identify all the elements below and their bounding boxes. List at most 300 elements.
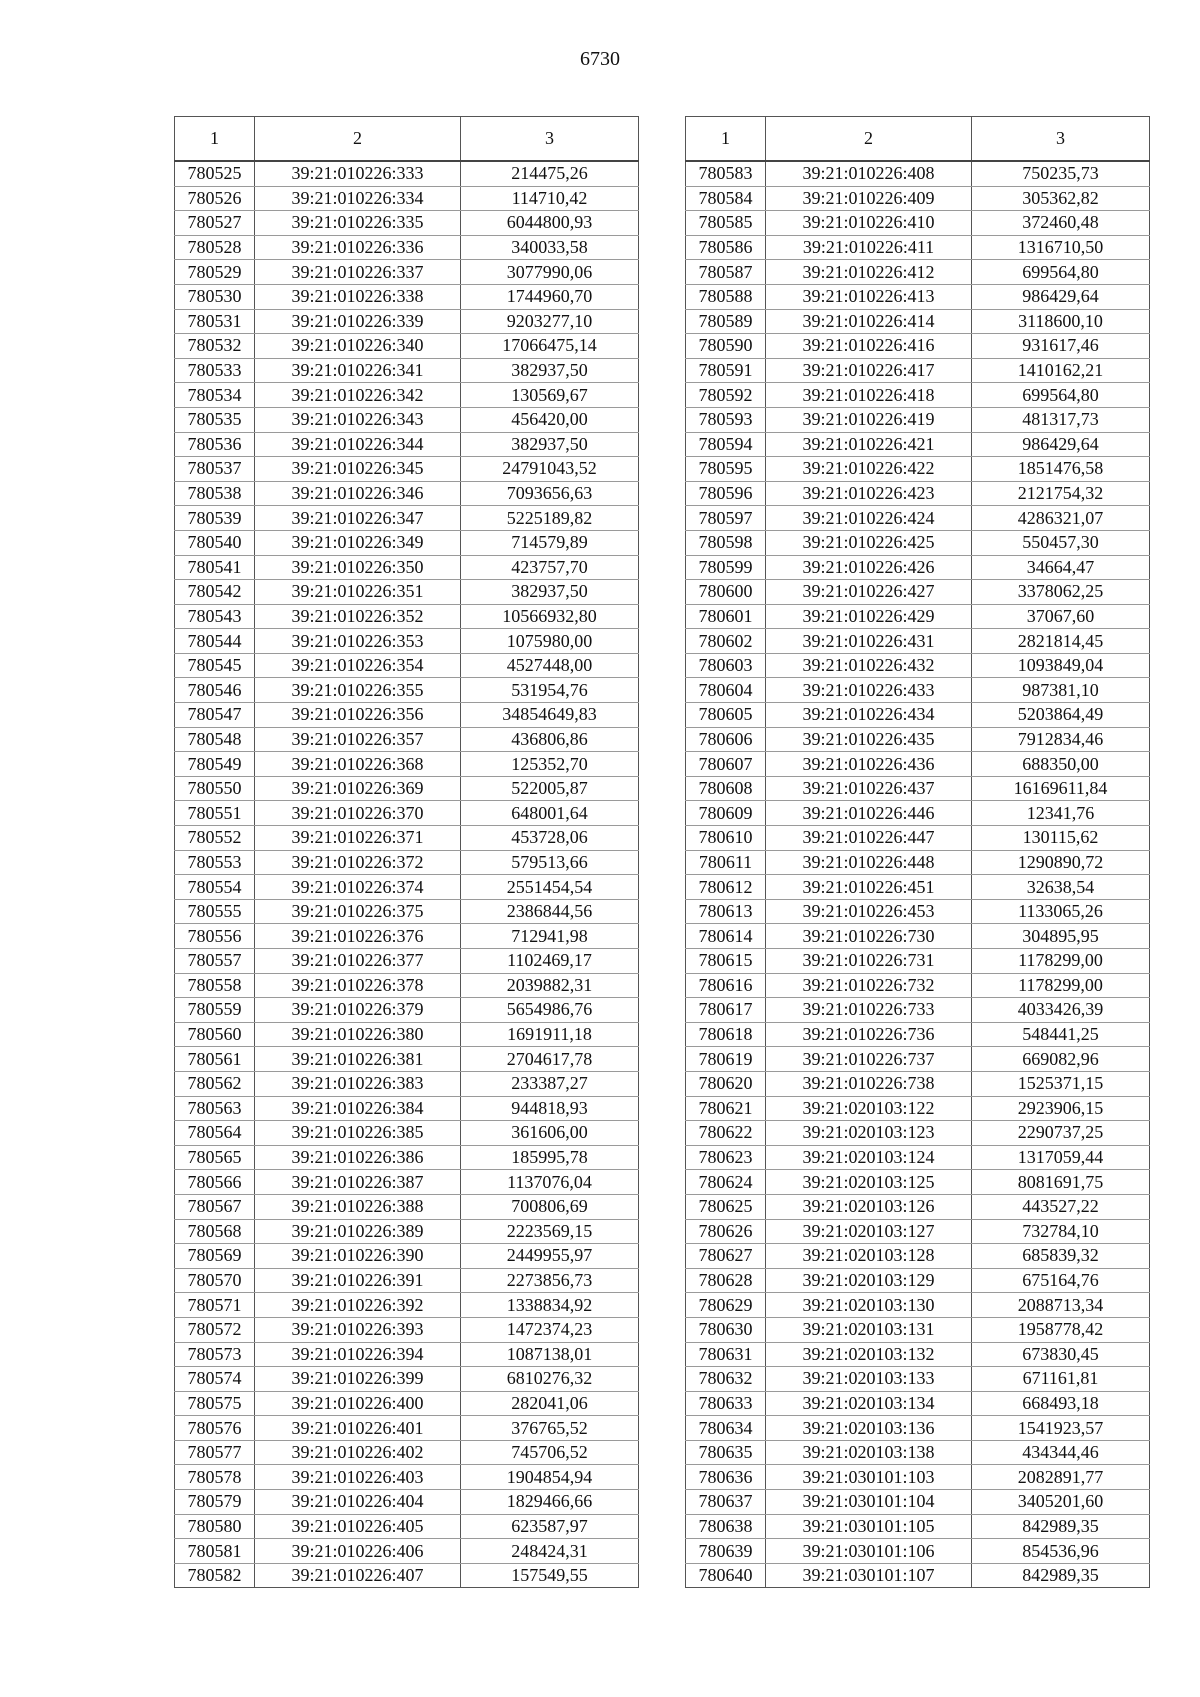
table-row: [686, 973, 1150, 998]
value-cell: 699564,80: [972, 383, 1150, 408]
cadastral-id-cell: 39:21:010226:351: [255, 580, 461, 605]
row-number-cell: 780577: [175, 1440, 255, 1465]
row-number-cell: 780615: [686, 949, 766, 974]
cadastral-id-cell: 39:21:010226:407: [255, 1563, 461, 1588]
row-number-cell: 780582: [175, 1563, 255, 1588]
value-cell: 745706,52: [461, 1440, 639, 1465]
row-number-cell: 780620: [686, 1071, 766, 1096]
row-number-cell: 780562: [175, 1071, 255, 1096]
table-row: [175, 1194, 639, 1219]
row-number-cell: 780569: [175, 1244, 255, 1269]
cadastral-id-cell: 39:21:010226:372: [255, 850, 461, 875]
value-cell: 34854649,83: [461, 703, 639, 728]
row-number-cell: 780633: [686, 1391, 766, 1416]
cadastral-id-cell: 39:21:010226:414: [766, 309, 972, 334]
table-row: [175, 358, 639, 383]
cadastral-id-cell: 39:21:010226:340: [255, 334, 461, 359]
row-number-cell: 780584: [686, 186, 766, 211]
value-cell: 1133065,26: [972, 899, 1150, 924]
value-cell: 550457,30: [972, 530, 1150, 555]
value-cell: 340033,58: [461, 235, 639, 260]
table-row: [175, 1096, 639, 1121]
table-row: [175, 506, 639, 531]
table-row: [686, 1293, 1150, 1318]
cadastral-id-cell: 39:21:010226:434: [766, 703, 972, 728]
table-row: [175, 309, 639, 334]
row-number-cell: 780572: [175, 1317, 255, 1342]
table-row: [175, 727, 639, 752]
cadastral-id-cell: 39:21:020103:133: [766, 1367, 972, 1392]
cadastral-id-cell: 39:21:010226:394: [255, 1342, 461, 1367]
cadastral-id-cell: 39:21:010226:383: [255, 1071, 461, 1096]
cadastral-id-cell: 39:21:010226:357: [255, 727, 461, 752]
cadastral-id-cell: 39:21:010226:400: [255, 1391, 461, 1416]
cadastral-id-cell: 39:21:010226:369: [255, 776, 461, 801]
cadastral-id-cell: 39:21:020103:128: [766, 1244, 972, 1269]
row-number-cell: 780526: [175, 186, 255, 211]
row-number-cell: 780537: [175, 457, 255, 482]
table-body: [175, 161, 639, 1588]
value-cell: 456420,00: [461, 407, 639, 432]
value-cell: 434344,46: [972, 1440, 1150, 1465]
cadastral-id-cell: 39:21:010226:736: [766, 1022, 972, 1047]
table-row: [686, 506, 1150, 531]
value-cell: 372460,48: [972, 211, 1150, 236]
value-cell: 1410162,21: [972, 358, 1150, 383]
column-header-cadastral-id: 2: [766, 117, 972, 162]
cadastral-id-cell: 39:21:010226:432: [766, 653, 972, 678]
row-number-cell: 780640: [686, 1563, 766, 1588]
table-row: [175, 1416, 639, 1441]
row-number-cell: 780614: [686, 924, 766, 949]
table-row: [175, 1219, 639, 1244]
table-row: [686, 260, 1150, 285]
cadastral-id-cell: 39:21:010226:350: [255, 555, 461, 580]
row-number-cell: 780539: [175, 506, 255, 531]
value-cell: 443527,22: [972, 1194, 1150, 1219]
table-row: [686, 555, 1150, 580]
row-number-cell: 780612: [686, 875, 766, 900]
value-cell: 3378062,25: [972, 580, 1150, 605]
value-cell: 304895,95: [972, 924, 1150, 949]
cadastral-id-cell: 39:21:010226:377: [255, 949, 461, 974]
cadastral-id-cell: 39:21:010226:387: [255, 1170, 461, 1195]
table-row: [686, 432, 1150, 457]
value-cell: 4286321,07: [972, 506, 1150, 531]
table-row: [686, 604, 1150, 629]
table-row: [686, 1170, 1150, 1195]
value-cell: 248424,31: [461, 1539, 639, 1564]
table-row: [175, 1317, 639, 1342]
value-cell: 1472374,23: [461, 1317, 639, 1342]
value-cell: 750235,73: [972, 161, 1150, 186]
value-cell: 2039882,31: [461, 973, 639, 998]
cadastral-id-cell: 39:21:010226:413: [766, 284, 972, 309]
value-cell: 5203864,49: [972, 703, 1150, 728]
value-cell: 732784,10: [972, 1219, 1150, 1244]
row-number-cell: 780590: [686, 334, 766, 359]
value-cell: 233387,27: [461, 1071, 639, 1096]
table-row: [175, 555, 639, 580]
value-cell: 6810276,32: [461, 1367, 639, 1392]
cadastral-id-cell: 39:21:010226:337: [255, 260, 461, 285]
table-row: [686, 801, 1150, 826]
table-row: [175, 211, 639, 236]
row-number-cell: 780543: [175, 604, 255, 629]
row-number-cell: 780550: [175, 776, 255, 801]
cadastral-id-cell: 39:21:010226:429: [766, 604, 972, 629]
row-number-cell: 780554: [175, 875, 255, 900]
row-number-cell: 780530: [175, 284, 255, 309]
cadastral-id-cell: 39:21:010226:426: [766, 555, 972, 580]
cadastral-id-cell: 39:21:010226:342: [255, 383, 461, 408]
row-number-cell: 780566: [175, 1170, 255, 1195]
value-cell: 1178299,00: [972, 973, 1150, 998]
row-number-cell: 780546: [175, 678, 255, 703]
row-number-cell: 780629: [686, 1293, 766, 1318]
cadastral-id-cell: 39:21:010226:731: [766, 949, 972, 974]
row-number-cell: 780567: [175, 1194, 255, 1219]
cadastral-id-cell: 39:21:010226:419: [766, 407, 972, 432]
table-row: [686, 998, 1150, 1023]
table-row: [175, 1293, 639, 1318]
value-cell: 1958778,42: [972, 1317, 1150, 1342]
cadastral-id-cell: 39:21:020103:127: [766, 1219, 972, 1244]
cadastral-id-cell: 39:21:020103:131: [766, 1317, 972, 1342]
row-number-cell: 780619: [686, 1047, 766, 1072]
row-number-cell: 780595: [686, 457, 766, 482]
cadastral-id-cell: 39:21:010226:425: [766, 530, 972, 555]
cadastral-id-cell: 39:21:010226:431: [766, 629, 972, 654]
cadastral-id-cell: 39:21:010226:737: [766, 1047, 972, 1072]
table-row: [686, 1145, 1150, 1170]
table-row: [686, 235, 1150, 260]
row-number-cell: 780607: [686, 752, 766, 777]
table-row: [686, 1440, 1150, 1465]
row-number-cell: 780564: [175, 1121, 255, 1146]
value-cell: 688350,00: [972, 752, 1150, 777]
row-number-cell: 780635: [686, 1440, 766, 1465]
row-number-cell: 780625: [686, 1194, 766, 1219]
row-number-cell: 780638: [686, 1514, 766, 1539]
cadastral-id-cell: 39:21:010226:356: [255, 703, 461, 728]
cadastral-id-cell: 39:21:010226:388: [255, 1194, 461, 1219]
value-cell: 944818,93: [461, 1096, 639, 1121]
table-row: [686, 1244, 1150, 1269]
row-number-cell: 780559: [175, 998, 255, 1023]
table-row: [175, 875, 639, 900]
row-number-cell: 780611: [686, 850, 766, 875]
row-number-cell: 780535: [175, 407, 255, 432]
row-number-cell: 780624: [686, 1170, 766, 1195]
table-row: [175, 186, 639, 211]
row-number-cell: 780555: [175, 899, 255, 924]
row-number-cell: 780604: [686, 678, 766, 703]
cadastral-id-cell: 39:21:010226:392: [255, 1293, 461, 1318]
value-cell: 1178299,00: [972, 949, 1150, 974]
row-number-cell: 780606: [686, 727, 766, 752]
value-cell: 842989,35: [972, 1563, 1150, 1588]
row-number-cell: 780528: [175, 235, 255, 260]
row-number-cell: 780565: [175, 1145, 255, 1170]
row-number-cell: 780602: [686, 629, 766, 654]
value-cell: 1317059,44: [972, 1145, 1150, 1170]
value-cell: 1851476,58: [972, 457, 1150, 482]
row-number-cell: 780600: [686, 580, 766, 605]
cadastral-id-cell: 39:21:010226:380: [255, 1022, 461, 1047]
value-cell: 17066475,14: [461, 334, 639, 359]
table-row: [686, 530, 1150, 555]
cadastral-id-cell: 39:21:020103:122: [766, 1096, 972, 1121]
value-cell: 522005,87: [461, 776, 639, 801]
table-row: [686, 580, 1150, 605]
row-number-cell: 780542: [175, 580, 255, 605]
row-number-cell: 780531: [175, 309, 255, 334]
row-number-cell: 780583: [686, 161, 766, 186]
table-row: [175, 629, 639, 654]
row-number-cell: 780603: [686, 653, 766, 678]
table-row: [686, 850, 1150, 875]
value-cell: 548441,25: [972, 1022, 1150, 1047]
column-header-cadastral-id: 2: [255, 117, 461, 162]
row-number-cell: 780548: [175, 727, 255, 752]
cadastral-id-cell: 39:21:010226:384: [255, 1096, 461, 1121]
cadastral-id-cell: 39:21:010226:371: [255, 826, 461, 851]
value-cell: 2121754,32: [972, 481, 1150, 506]
cadastral-id-cell: 39:21:010226:730: [766, 924, 972, 949]
row-number-cell: 780557: [175, 949, 255, 974]
table-row: [686, 1047, 1150, 1072]
table-row: [686, 1022, 1150, 1047]
table-row: [175, 235, 639, 260]
value-cell: 2223569,15: [461, 1219, 639, 1244]
value-cell: 436806,86: [461, 727, 639, 752]
cadastral-id-cell: 39:21:010226:391: [255, 1268, 461, 1293]
cadastral-id-cell: 39:21:010226:341: [255, 358, 461, 383]
table-row: [175, 1391, 639, 1416]
table-row: [175, 1047, 639, 1072]
value-cell: 623587,97: [461, 1514, 639, 1539]
row-number-cell: 780594: [686, 432, 766, 457]
value-cell: 130569,67: [461, 383, 639, 408]
value-cell: 4033426,39: [972, 998, 1150, 1023]
table-row: [686, 752, 1150, 777]
cadastral-id-cell: 39:21:010226:374: [255, 875, 461, 900]
row-number-cell: 780597: [686, 506, 766, 531]
row-number-cell: 780541: [175, 555, 255, 580]
table-row: [175, 161, 639, 186]
row-number-cell: 780560: [175, 1022, 255, 1047]
value-cell: 3405201,60: [972, 1490, 1150, 1515]
row-number-cell: 780622: [686, 1121, 766, 1146]
value-cell: 453728,06: [461, 826, 639, 851]
row-number-cell: 780592: [686, 383, 766, 408]
value-cell: 32638,54: [972, 875, 1150, 900]
row-number-cell: 780598: [686, 530, 766, 555]
table-row: [175, 1539, 639, 1564]
value-cell: 673830,45: [972, 1342, 1150, 1367]
value-cell: 382937,50: [461, 432, 639, 457]
row-number-cell: 780585: [686, 211, 766, 236]
value-cell: 712941,98: [461, 924, 639, 949]
table-row: [175, 1440, 639, 1465]
row-number-cell: 780545: [175, 653, 255, 678]
table-row: [175, 949, 639, 974]
table-row: [686, 161, 1150, 186]
value-cell: 675164,76: [972, 1268, 1150, 1293]
cadastral-id-cell: 39:21:010226:346: [255, 481, 461, 506]
cadastral-table-left: [174, 116, 639, 1588]
row-number-cell: 780596: [686, 481, 766, 506]
row-number-cell: 780628: [686, 1268, 766, 1293]
cadastral-id-cell: 39:21:010226:422: [766, 457, 972, 482]
value-cell: 2290737,25: [972, 1121, 1150, 1146]
table-row: [175, 653, 639, 678]
value-cell: 125352,70: [461, 752, 639, 777]
table-row: [686, 776, 1150, 801]
table-row: [175, 481, 639, 506]
table-row: [175, 801, 639, 826]
row-number-cell: 780556: [175, 924, 255, 949]
row-number-cell: 780623: [686, 1145, 766, 1170]
cadastral-id-cell: 39:21:010226:338: [255, 284, 461, 309]
cadastral-id-cell: 39:21:030101:106: [766, 1539, 972, 1564]
row-number-cell: 780536: [175, 432, 255, 457]
table-row: [686, 1121, 1150, 1146]
value-cell: 669082,96: [972, 1047, 1150, 1072]
row-number-cell: 780609: [686, 801, 766, 826]
table-row: [175, 998, 639, 1023]
cadastral-id-cell: 39:21:020103:130: [766, 1293, 972, 1318]
table-row: [686, 1071, 1150, 1096]
cadastral-id-cell: 39:21:010226:347: [255, 506, 461, 531]
table-row: [686, 875, 1150, 900]
table-row: [175, 530, 639, 555]
table-row: [175, 334, 639, 359]
row-number-cell: 780616: [686, 973, 766, 998]
value-cell: 4527448,00: [461, 653, 639, 678]
cadastral-id-cell: 39:21:010226:403: [255, 1465, 461, 1490]
page-number: 6730: [580, 48, 620, 70]
value-cell: 157549,55: [461, 1563, 639, 1588]
table-row: [686, 826, 1150, 851]
cadastral-id-cell: 39:21:010226:406: [255, 1539, 461, 1564]
cadastral-id-cell: 39:21:010226:354: [255, 653, 461, 678]
row-number-cell: 780574: [175, 1367, 255, 1392]
value-cell: 986429,64: [972, 284, 1150, 309]
value-cell: 2449955,97: [461, 1244, 639, 1269]
table-row: [175, 432, 639, 457]
value-cell: 1075980,00: [461, 629, 639, 654]
value-cell: 10566932,80: [461, 604, 639, 629]
value-cell: 16169611,84: [972, 776, 1150, 801]
value-cell: 282041,06: [461, 1391, 639, 1416]
row-number-cell: 780586: [686, 235, 766, 260]
cadastral-id-cell: 39:21:010226:421: [766, 432, 972, 457]
row-number-cell: 780634: [686, 1416, 766, 1441]
cadastral-id-cell: 39:21:010226:436: [766, 752, 972, 777]
table-row: [686, 1416, 1150, 1441]
table-row: [686, 1268, 1150, 1293]
cadastral-id-cell: 39:21:010226:386: [255, 1145, 461, 1170]
row-number-cell: 780558: [175, 973, 255, 998]
column-header-value: 3: [461, 117, 639, 162]
cadastral-id-cell: 39:21:010226:390: [255, 1244, 461, 1269]
row-number-cell: 780621: [686, 1096, 766, 1121]
table-row: [686, 703, 1150, 728]
value-cell: 1290890,72: [972, 850, 1150, 875]
cadastral-id-cell: 39:21:010226:448: [766, 850, 972, 875]
table-row: [175, 826, 639, 851]
row-number-cell: 780570: [175, 1268, 255, 1293]
column-header-value: 3: [972, 117, 1150, 162]
table-row: [175, 678, 639, 703]
table-row: [175, 1465, 639, 1490]
cadastral-id-cell: 39:21:010226:435: [766, 727, 972, 752]
value-cell: 1829466,66: [461, 1490, 639, 1515]
row-number-cell: 780581: [175, 1539, 255, 1564]
table-row: [686, 1342, 1150, 1367]
value-cell: 34664,47: [972, 555, 1150, 580]
row-number-cell: 780544: [175, 629, 255, 654]
cadastral-id-cell: 39:21:010226:417: [766, 358, 972, 383]
row-number-cell: 780529: [175, 260, 255, 285]
value-cell: 685839,32: [972, 1244, 1150, 1269]
table-row: [686, 186, 1150, 211]
table-row: [686, 1465, 1150, 1490]
cadastral-id-cell: 39:21:030101:105: [766, 1514, 972, 1539]
value-cell: 6044800,93: [461, 211, 639, 236]
table-body: [686, 161, 1150, 1588]
value-cell: 2273856,73: [461, 1268, 639, 1293]
cadastral-id-cell: 39:21:010226:453: [766, 899, 972, 924]
cadastral-id-cell: 39:21:010226:409: [766, 186, 972, 211]
cadastral-id-cell: 39:21:010226:355: [255, 678, 461, 703]
value-cell: 579513,66: [461, 850, 639, 875]
cadastral-id-cell: 39:21:010226:376: [255, 924, 461, 949]
cadastral-id-cell: 39:21:030101:107: [766, 1563, 972, 1588]
row-number-cell: 780639: [686, 1539, 766, 1564]
cadastral-id-cell: 39:21:010226:424: [766, 506, 972, 531]
cadastral-id-cell: 39:21:010226:375: [255, 899, 461, 924]
cadastral-id-cell: 39:21:010226:349: [255, 530, 461, 555]
table-row: [686, 457, 1150, 482]
table-row: [686, 358, 1150, 383]
value-cell: 2923906,15: [972, 1096, 1150, 1121]
row-number-cell: 780588: [686, 284, 766, 309]
cadastral-id-cell: 39:21:010226:437: [766, 776, 972, 801]
row-number-cell: 780601: [686, 604, 766, 629]
table-row: [686, 284, 1150, 309]
table-row: [175, 776, 639, 801]
cadastral-id-cell: 39:21:010226:385: [255, 1121, 461, 1146]
row-number-cell: 780533: [175, 358, 255, 383]
value-cell: 1137076,04: [461, 1170, 639, 1195]
cadastral-id-cell: 39:21:010226:333: [255, 161, 461, 186]
value-cell: 1316710,50: [972, 235, 1150, 260]
table-row: [175, 752, 639, 777]
row-number-cell: 780578: [175, 1465, 255, 1490]
table-row: [175, 1244, 639, 1269]
value-cell: 7912834,46: [972, 727, 1150, 752]
column-header-number: 1: [175, 117, 255, 162]
table-row: [175, 457, 639, 482]
table-row: [686, 309, 1150, 334]
row-number-cell: 780579: [175, 1490, 255, 1515]
cadastral-id-cell: 39:21:010226:446: [766, 801, 972, 826]
cadastral-id-cell: 39:21:010226:433: [766, 678, 972, 703]
value-cell: 114710,42: [461, 186, 639, 211]
